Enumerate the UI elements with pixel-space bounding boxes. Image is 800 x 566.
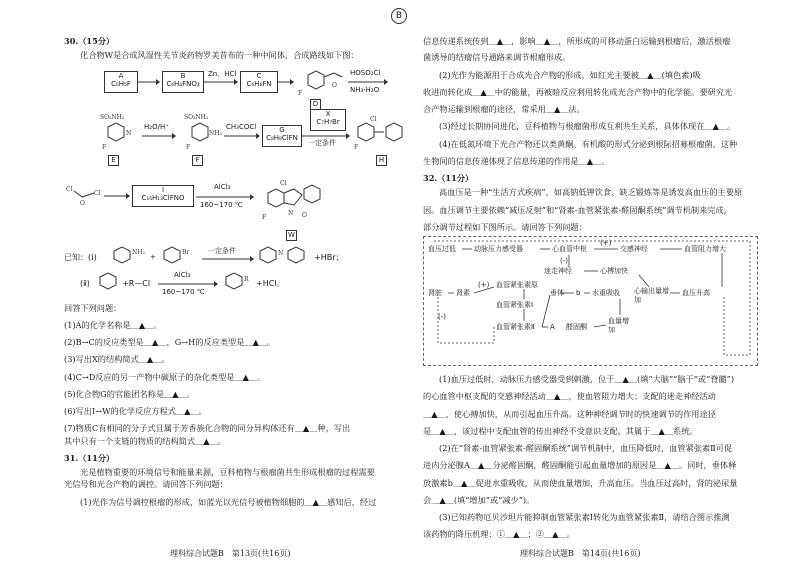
q32-part1-b: 的心血管中枢支配的交感神经活动＿▲＿，使血管阻力增大；支配的迷走神经活动	[423, 391, 716, 402]
bromobenzene-structure	[158, 245, 194, 265]
reaction-arrow-6	[224, 133, 260, 139]
q31-part4-b: 生物间的信息传递体现了信息传递的作用是＿▲＿。	[423, 155, 610, 166]
reaction-arrow-5	[142, 133, 176, 139]
q31-part1-cont-a: 信息传递系统传到＿▲＿，影响＿▲＿，所形成的可移动蛋白运输到根瘤后，激活根瘤	[423, 36, 731, 46]
svg-text:NH₂: NH₂	[132, 248, 145, 256]
node-kidney: 肾脏	[428, 289, 442, 297]
q30-intro: 化合物W是合成风湿性关节炎药物罗美昔布的一种中间体，合成路线如下图：	[80, 50, 359, 61]
aniline-structure	[108, 245, 148, 265]
alkylbenzene-structure	[222, 271, 256, 291]
q31-intro-a: 光是植物重要的环境信号和能量来源，豆科植物与根瘤菌共生形成根瘤的过程需要	[80, 467, 375, 477]
node-cardiac-output: 心输出量增加	[634, 287, 669, 304]
q31-part2-a: (2)光作为能源用于合成光合产物的形成，如红光主要被＿▲＿(填色素)吸	[439, 69, 701, 80]
reagent-zn-hcl: Zn、HCl	[208, 69, 237, 78]
q31-part4-a: (4)在低氮环境下光合产物还以类黄酮、有机酸的形式分泌到根际招募根瘤菌，这种	[439, 138, 738, 149]
known-reactions: 已知：(ⅰ) NH₂ + Br 一定条件 N +HBr； (ⅱ) +R—Cl AlCl₃ 160~170 ℃ R +HCl。	[64, 246, 344, 296]
node-sympathetic: 交感神经	[620, 245, 648, 253]
svg-text:N: N	[278, 249, 284, 257]
q32-intro-a: 高血压是一种“生活方式疾病”，如高钠低钾饮食、缺乏锻炼等是诱发高血压的主要原	[439, 187, 743, 198]
node-baroreceptor: 动脉压力感受器	[474, 245, 523, 253]
q31-part1: (1)光作为信号调控根瘤的形成，如蓝光以光信号被植物细胞的＿▲＿感知后，经过	[80, 496, 377, 507]
synthesis-scheme	[64, 67, 414, 243]
reagent-nh3-h2o: NH₃·H₂O	[350, 85, 380, 94]
q32-part1-d: 是＿▲＿，该过程中支配血管的传出神经不受意识支配，其属于＿▲＿系统。	[423, 425, 698, 436]
known-i-label: 已知：(ⅰ)	[64, 252, 97, 262]
svg-text:F: F	[298, 89, 303, 97]
svg-text:F: F	[262, 213, 267, 221]
node-low-bp: 血压过低	[428, 245, 456, 253]
svg-text:SO₂NH₂: SO₂NH₂	[100, 113, 125, 121]
q30-part2: (2)B→C的反应类型是＿▲＿，G→H的反应类型是＿▲＿。	[64, 337, 276, 347]
reagent-h2o-h: H₂O/H⁺	[144, 122, 169, 131]
label-w: W	[286, 230, 297, 241]
q30-part6: (6)写出I→W的化学反应方程式＿▲＿。	[64, 406, 207, 416]
structure-chloroacetyl	[64, 183, 104, 207]
known-ii-label: (ⅱ)	[80, 278, 90, 288]
structure-f	[178, 113, 222, 153]
reagent-ch3cocl: CH₃COCl	[226, 122, 257, 131]
q31-part1-cont-b: 菌诱导的结瘤信号通路来调节根瘤形成。	[423, 52, 571, 63]
label-d: D	[310, 99, 321, 110]
node-blood-volume: 血量增加	[608, 317, 629, 334]
node-gland-a: A	[550, 323, 555, 331]
q31-part2-c: 合产物运输到根瘤的途径，常采用＿▲＿法。	[423, 104, 585, 114]
q32-part1-c: ＿▲＿，使心搏加快，从而引起血压升高。这种神经调节时的快速调节的作用途径	[423, 408, 716, 419]
reaction-arrow-3	[278, 79, 294, 85]
q31-part2-b: 收进而转化成＿▲＿中的能量，再被暗反应利用转化成光合产物中的化学能。要研究光	[423, 86, 733, 97]
reagent-hoso2cl: HOSO₂Cl	[350, 68, 381, 77]
node-angiotensin-1: 血管紧张素Ⅰ	[496, 301, 534, 309]
q32-part2-b: 进内分泌腺A＿▲＿分泌醛固酮，醛固酮能引起血量增加的原因是＿▲＿。同时，垂体释	[423, 460, 737, 471]
svg-text:F: F	[354, 143, 359, 151]
q32-intro-c: 部分调节过程如下图所示。请回答下列问题：	[423, 221, 587, 232]
compound-c-box: C C₆H₆FN	[240, 71, 278, 93]
svg-text:O: O	[332, 81, 337, 89]
q30-part7b: 其中只有一个支链的物质的结构简式＿▲＿。	[64, 435, 226, 446]
known-i-arrow	[202, 256, 254, 262]
node-resistance: 血管阻力增大	[684, 245, 726, 253]
known-i-tail: +HBr；	[314, 252, 344, 262]
q32-part2-a: (2)在“肾素-血管紧张素-醛固酮系统”调节机制中，血压降低时，血管紧张素Ⅱ可促	[439, 443, 733, 453]
condition-7: 一定条件	[308, 138, 336, 147]
svg-text:Cl: Cl	[280, 179, 287, 187]
plus-sign-2: (+)	[478, 281, 490, 289]
known-ii-temperature: 160~170 ℃	[162, 287, 205, 296]
q31-part3: (3)经过长期协同进化，豆科植物与根瘤菌形成互利共生关系，具体体现在＿▲＿。	[439, 121, 736, 132]
node-angiotensin-2: 血管紧张素Ⅱ	[496, 323, 535, 331]
minus-sign-1: (-)	[560, 257, 568, 265]
q31-title: 31.（11分）	[64, 452, 115, 463]
svg-text:Cl: Cl	[94, 189, 101, 197]
left-column	[64, 36, 414, 514]
svg-text:F: F	[186, 143, 191, 151]
svg-text:N: N	[288, 209, 294, 217]
known-ii-catalyst: AlCl₃	[174, 270, 191, 279]
plus-sign-1: (+)	[600, 239, 612, 247]
catalyst-alcl3: AlCl₃	[214, 182, 231, 191]
benzene-structure	[96, 271, 122, 291]
structure-d	[296, 67, 346, 101]
svg-text:O: O	[302, 211, 307, 219]
q30-part5: (5)化合物G的官能团名称是＿▲＿。	[64, 388, 195, 399]
answer-intro: 回答下列问题：	[64, 302, 122, 313]
compound-a-box: A C₆H₅F	[104, 71, 138, 93]
node-heart-rate: 心搏加快	[600, 267, 628, 275]
svg-text:O: O	[80, 199, 85, 207]
node-hormone-b: b	[576, 289, 581, 297]
known-ii-reagent: +R—Cl	[122, 278, 151, 288]
structure-e	[94, 113, 138, 153]
q32-intro-b: 因。血压调节主要依赖“减压反射”和“肾素-血管紧张素-醛固酮系统”调节机制来完成，	[423, 204, 732, 215]
svg-text:Cl: Cl	[370, 115, 377, 123]
known-ii-arrow	[158, 281, 218, 287]
footer-page-13: 理科综合试题B 第13页(共16页)	[170, 549, 291, 558]
right-column	[423, 36, 758, 547]
node-cv-center: 心血管中枢	[552, 245, 587, 253]
q32-part3-b: 该药物的降压机理：①＿▲＿；②＿▲＿。	[423, 529, 575, 540]
reaction-arrow-4	[348, 79, 388, 85]
svg-text:NH₂: NH₂	[209, 129, 222, 137]
q32-title: 32.（11分）	[423, 173, 474, 183]
blood-pressure-diagram	[423, 236, 758, 366]
q30-part7a: (7)物质C有相同的分子式且属于芳香族化合物的同分异构体还有＿▲＿种，写出	[64, 423, 351, 434]
footer-page-14: 理科综合试题B 第14页(共16页)	[520, 549, 641, 558]
q32-part3-a: (3)已知药物厄贝沙坦片能抑制血管紧张素Ⅰ转化为血管紧张素Ⅱ，请结合图示推测	[439, 512, 730, 522]
structure-h	[352, 113, 412, 153]
diphenylamine-structure	[256, 245, 312, 265]
reaction-arrow-1	[138, 79, 160, 85]
compound-x-box: X C₇H₇Br	[310, 109, 346, 131]
known-i-condition: 一定条件	[208, 246, 236, 255]
label-h: H	[376, 155, 387, 166]
reaction-arrow-8	[196, 194, 254, 200]
reaction-arrow-2	[204, 79, 238, 85]
svg-text:R: R	[244, 275, 249, 283]
svg-text:N: N	[126, 129, 132, 137]
structure-w	[258, 175, 338, 227]
compound-i-box: I C₁₆H₁₃ClFNO	[132, 185, 194, 207]
compound-g-box: G C₈H₈ClFN	[262, 125, 302, 147]
node-pituitary: 垂体	[550, 289, 564, 297]
compound-b-box: B C₆H₄FNO₂	[162, 71, 204, 93]
q32-part2-d: 会＿▲＿(填“增加”或“减少”)。	[423, 494, 535, 505]
q30-title: 30.（15分）	[64, 36, 115, 46]
svg-text:Cl: Cl	[66, 185, 73, 193]
q31-intro-b: 光信号和光合产物的调控。请回答下列问题：	[64, 479, 228, 490]
node-aldosterone: 醛固酮	[566, 323, 587, 331]
q32-part1-a: (1)血压过低时，动脉压力感受器受到刺激，位于＿▲＿(填“大脑”“脑干”或“脊髓”)	[439, 374, 735, 384]
svg-text:SO₂NH₂: SO₂NH₂	[184, 113, 209, 121]
minus-sign-2: (-)	[438, 313, 446, 321]
node-renin: 肾素	[456, 289, 470, 297]
q32-part2-c: 放激素b＿▲＿促进水重吸收，从而使血量增加，升高血压。当血压过高时，肾的泌尿量	[423, 477, 738, 488]
q30-part3: (3)写出X的结构简式＿▲＿。	[64, 354, 170, 365]
svg-text:F: F	[102, 143, 107, 151]
node-angiotensinogen: 血管紧张素原	[496, 281, 538, 289]
temperature-8: 160~170 ℃	[200, 200, 243, 209]
q30-part4: (4)C→D反应的另一产物中碳原子的杂化类型是＿▲＿。	[64, 371, 266, 382]
reaction-arrow-i	[104, 193, 130, 199]
node-bp-rise: 血压升高	[682, 289, 710, 297]
svg-text:Br: Br	[182, 248, 190, 256]
q30-part1: (1)A的化学名称是＿▲＿。	[64, 319, 162, 330]
exam-version-mark: B	[391, 8, 407, 24]
node-vagus: 迷走神经	[544, 267, 572, 275]
label-e: E	[108, 155, 119, 166]
node-water-reabsorption: 水重吸收	[592, 289, 620, 297]
diagram-arrows	[424, 237, 757, 363]
known-ii-tail: +HCl。	[256, 278, 285, 288]
label-f: F	[192, 155, 203, 166]
